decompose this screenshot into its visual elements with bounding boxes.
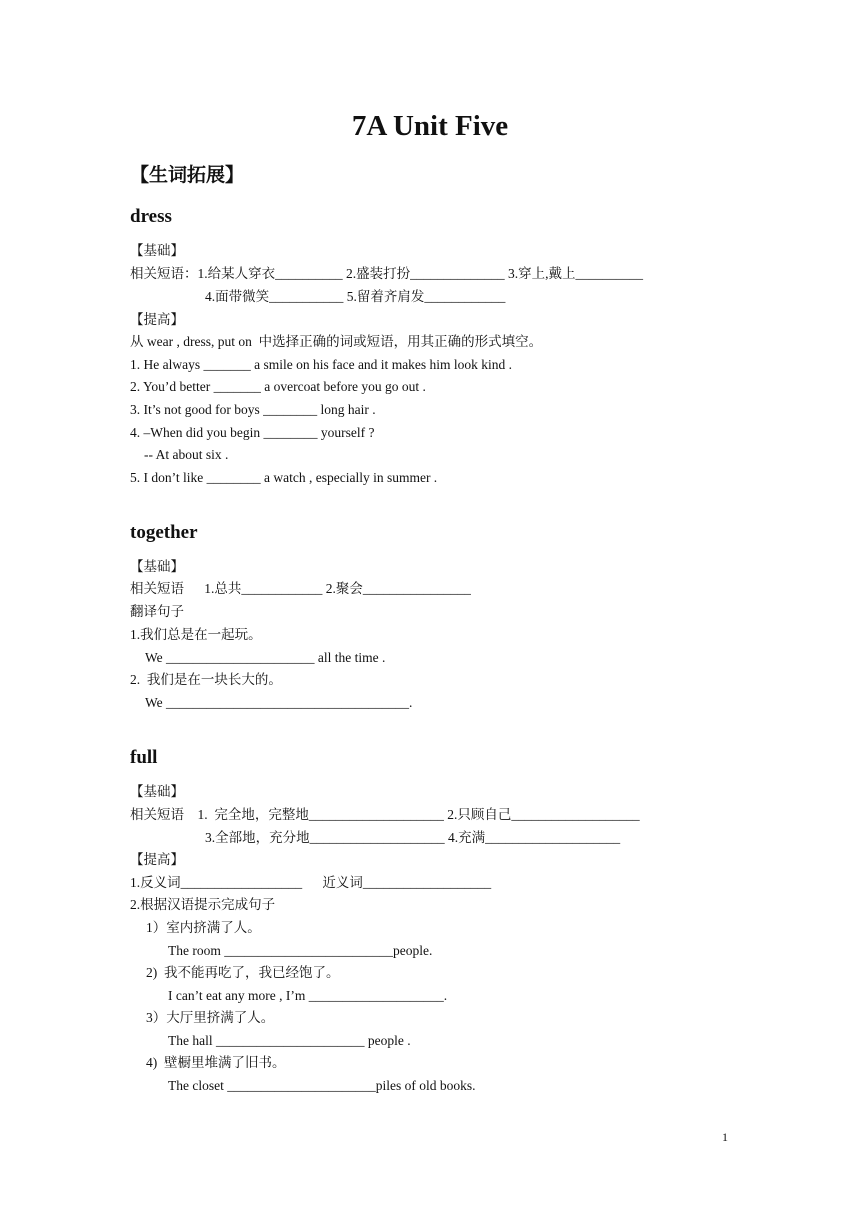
question-cn: 1）室内挤满了人。 [146,920,261,935]
exercise-item: 4. –When did you begin ________ yourself ? [130,425,375,440]
page-title: 7A Unit Five [351,110,509,142]
word-heading-full: full [130,747,158,768]
translate-label: 翻译句子 [130,604,184,619]
advanced-label: 【提高】 [130,312,184,327]
question-cn: 3）大厅里挤满了人。 [146,1010,275,1025]
antonym-line: 1.反义词__________________ 近义词___________________ [130,875,492,890]
question-en: I can’t eat any more , I’m ____________________. [168,988,448,1003]
basic-label: 【基础】 [130,784,184,799]
question-cn: 4) 壁橱里堆满了旧书。 [146,1055,286,1070]
exercise-item: 5. I don’t like ________ a watch , especially in summer . [130,470,438,485]
phrases-line: 3.全部地，充分地____________________ 4.充满____________________ [205,830,621,845]
exercise-item: 3. It’s not good for boys ________ long hair . [130,402,376,417]
exercise-item: 2. You’d better _______ a overcoat before you go out . [130,379,426,394]
exercise-item: -- At about six . [144,447,229,462]
phrases-line: 相关短语 1.总共____________ 2.聚会________________ [130,581,471,596]
sentence-en: We ______________________ all the time . [145,650,386,665]
phrases-line: 相关短语 1. 完全地，完整地____________________ 2.只顾自己___________________ [130,807,640,822]
basic-label: 【基础】 [130,559,184,574]
question-en: The hall ______________________ people . [168,1033,411,1048]
basic-label: 【基础】 [130,243,184,258]
sentence-cn: 1.我们总是在一起玩。 [130,627,262,642]
word-heading-dress: dress [130,206,172,227]
word-heading-together: together [130,522,198,543]
advanced-label: 【提高】 [130,852,184,867]
phrases-line: 4.面带微笑___________ 5.留着齐肩发____________ [205,289,506,304]
instruction: 从 wear , dress, put on 中选择正确的词或短语，用其正确的形式填空。 [130,334,543,349]
sentence-en: We ____________________________________. [145,695,413,710]
exercise-item: 1. He always _______ a smile on his face and it makes him look kind . [130,357,513,372]
task-label: 2.根据汉语提示完成句子 [130,897,276,912]
question-en: The room _________________________people. [168,943,433,958]
section-heading: 【生词拓展】 [130,164,245,186]
page-number: 1 [722,1130,728,1144]
sentence-cn: 2. 我们是在一块长大的。 [130,672,282,687]
question-en: The closet ______________________piles of old books. [168,1078,476,1093]
phrases-line: 相关短语：1.给某人穿衣__________ 2.盛装打扮______________ 3.穿上,戴上__________ [130,266,643,281]
question-cn: 2) 我不能再吃了，我已经饱了。 [146,965,340,980]
